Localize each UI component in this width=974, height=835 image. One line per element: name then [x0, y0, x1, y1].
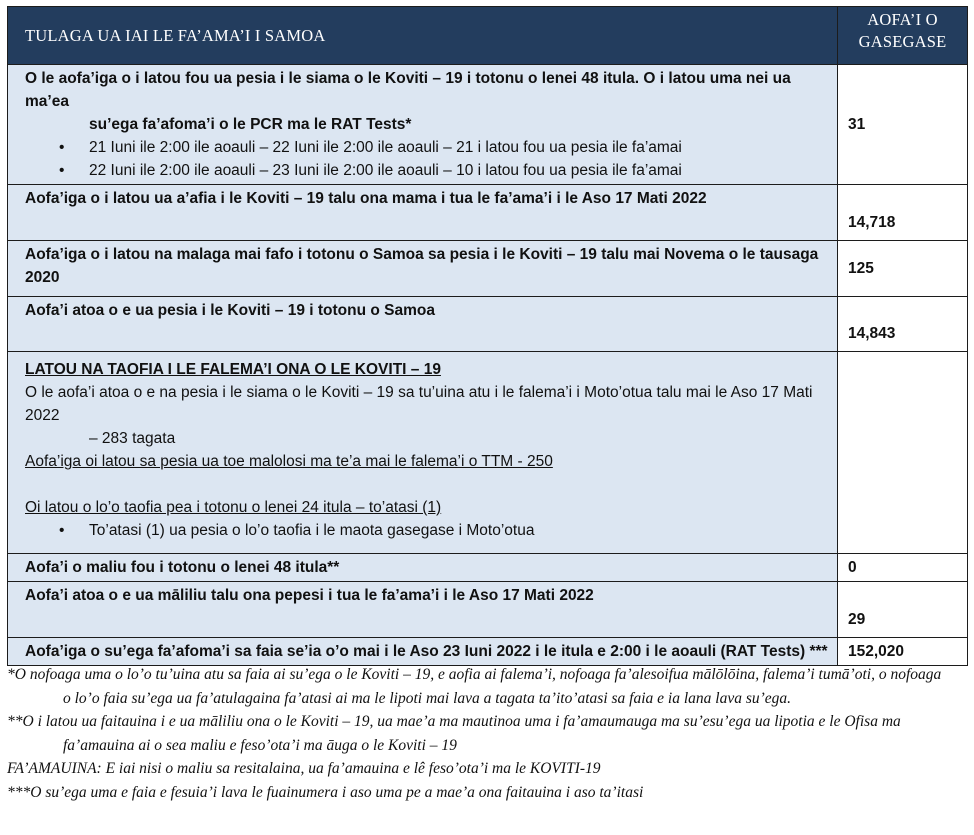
bullet-item: • 21 Iuni ile 2:00 ile aoauli – 22 Iuni ile 2:00 ile aoauli – 21 i latou fou ua pesia ile fa’amai	[25, 136, 831, 159]
row-label	[8, 65, 838, 185]
footnote-line: fa’amauina ai o sea maliu e feso’ota’i ma āuga o le Koviti – 19	[63, 736, 457, 754]
row-value: 14,843	[838, 297, 968, 352]
covid-status-table	[7, 6, 968, 666]
footnote-line: **O i latou ua faitauina i e ua māliliu ona o le Koviti – 19, ua mae’a ma mautinoa uma i fa’amaumauga ma su’esu’ega ua lipotia e le Ofisa ma	[7, 713, 901, 730]
bullet-item: • To’atasi (1) ua pesia o lo’o taofia i le maota gasegase i Moto’otua	[25, 519, 831, 542]
row-label-line: su’ega fa’afoma’i o le PCR ma le RAT Tests*	[89, 116, 412, 133]
table-row	[8, 241, 968, 297]
section-heading: LATOU NA TAOFIA I LE FALEMA’I ONA O LE KOVITI – 19	[25, 361, 441, 378]
row-text-line: – 283 tagata	[89, 430, 176, 447]
row-label	[8, 352, 838, 554]
row-value	[838, 352, 968, 554]
table-title: TULAGA UA IAI LE FA’AMA’I I SAMOA	[8, 7, 838, 65]
column-header-line1: AOFA’I O	[867, 10, 938, 29]
table-row	[8, 638, 968, 666]
footnote-line: FA’AMAUINA: E iai nisi o maliu sa resitalaina, ua fa’amauina e lê feso’ota’i ma le KOVITI-19	[7, 760, 601, 777]
table-row	[8, 297, 968, 352]
table-header-row	[8, 7, 968, 65]
spacer	[25, 473, 831, 496]
column-header-line2: GASEGASE	[858, 32, 947, 51]
row-text-line: Oi latou o lo’o taofia pea i totonu o lenei 24 itula – to’atasi (1)	[25, 499, 442, 516]
table-row	[8, 352, 968, 554]
row-label: Aofa’iga o su’ega fa’afoma’i sa faia se’ia o’o mai i le Aso 23 Iuni 2022 i le itula e 2:00 i le aoauli (RAT Tests) ***	[8, 638, 838, 666]
bullet-item: • 22 Iuni ile 2:00 ile aoauli – 23 Iuni ile 2:00 ile aoauli – 10 i latou fou ua pesia ile fa’amai	[25, 159, 831, 182]
table-row	[8, 65, 968, 185]
row-text-line: Aofa’iga oi latou sa pesia ua toe malolosi ma te’a mai le falema’i o TTM - 250	[25, 453, 553, 470]
footnote-line: o lo’o faia su’ega ua fa’atulagaina fa’atasi ai ma le lipoti mai lava a tagata ta’ito’atasi sa faia e ia lana lava su’ega.	[63, 689, 792, 707]
footnotes	[7, 663, 967, 804]
column-header-total	[838, 7, 968, 65]
row-value: 14,718	[838, 185, 968, 241]
table-row	[8, 582, 968, 638]
row-value: 31	[838, 65, 968, 185]
footnote-line: ***O su’ega uma e faia e fesuia’i lava le fuainumera i aso uma pe a mae’a ona faitauina i aso ta’itasi	[7, 783, 644, 801]
table-row	[8, 554, 968, 582]
row-value: 0	[838, 554, 968, 582]
row-label: Aofa’i atoa o e ua māliliu talu ona pepesi i tua le fa’ama’i i le Aso 17 Mati 2022	[8, 582, 838, 638]
row-label: Aofa’iga o i latou ua a’afia i le Koviti – 19 talu ona mama i tua le fa’ama’i i le Aso 17 Mati 2022	[8, 185, 838, 241]
row-value: 125	[838, 241, 968, 297]
row-label-line: O le aofa’iga o i latou fou ua pesia i le siama o le Koviti – 19 i totonu o lenei 48 itula. O i latou uma nei ua ma’ea	[25, 70, 791, 110]
row-value: 152,020	[838, 638, 968, 666]
footnote-line: *O nofoaga uma o lo’o tu’uina atu sa faia ai su’ega o le Koviti – 19, e aofia ai falema’i, nofoaga fa’alesoifua mālōlōina, falema’i tumā’oti, o nofoaga	[7, 666, 942, 683]
row-label: Aofa’iga o i latou na malaga mai fafo i totonu o Samoa sa pesia i le Koviti – 19 talu mai Novema o le tausaga 2020	[8, 241, 838, 297]
row-label: Aofa’i atoa o e ua pesia i le Koviti – 19 i totonu o Samoa	[8, 297, 838, 352]
row-text-line: O le aofa’i atoa o e na pesia i le siama o le Koviti – 19 sa tu’uina atu i le falema’i i Moto’otua talu mai le Aso 17 Mati 2022	[25, 384, 813, 424]
row-label: Aofa’i o maliu fou i totonu o lenei 48 itula**	[8, 554, 838, 582]
row-value: 29	[838, 582, 968, 638]
table-row	[8, 185, 968, 241]
